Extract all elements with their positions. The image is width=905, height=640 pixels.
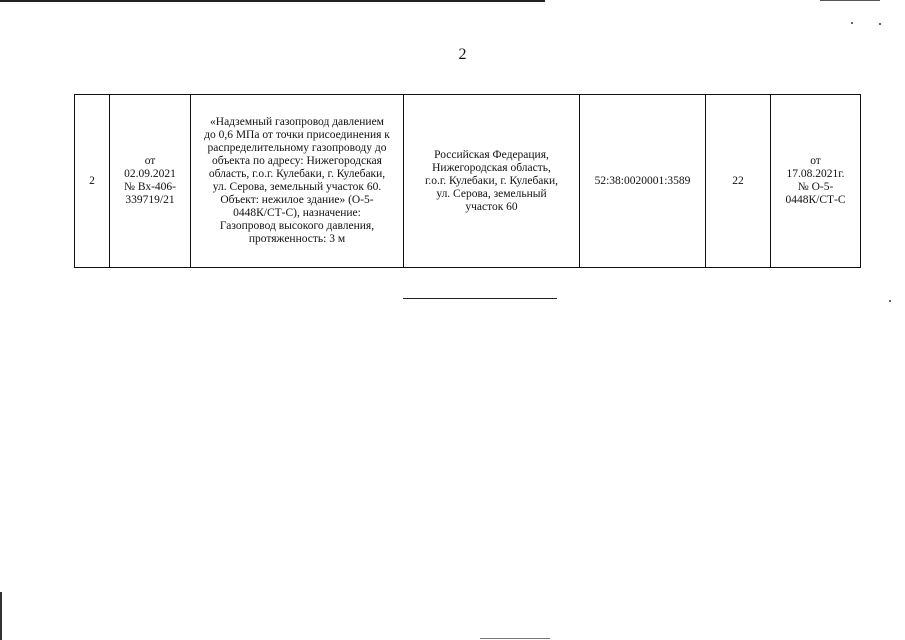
- row-number-cell: 2: [75, 95, 110, 268]
- object-line: Объект: нежилое здание» (О-5-: [220, 194, 374, 206]
- address-line: Нижегородская область,: [432, 161, 551, 174]
- address-line: ул. Серова, земельный: [436, 187, 547, 200]
- object-line: ул. Серова, земельный участок 60.: [212, 181, 382, 193]
- object-line: Газопровод высокого давления,: [219, 220, 375, 232]
- scan-speck: [851, 22, 853, 24]
- object-line: 0448К/СТ-С), назначение:: [233, 207, 361, 219]
- decision-line: от: [810, 155, 821, 167]
- cadastral-number-cell: 52:38:0020001:3589: [580, 95, 706, 268]
- count-cell: 22: [706, 95, 771, 268]
- decision-line: № О-5-: [797, 181, 834, 193]
- scan-top-rule: [0, 0, 545, 2]
- address-line: г.о.г. Кулебаки, г. Кулебаки,: [424, 174, 559, 187]
- table-row: [75, 95, 861, 268]
- scan-top-rule-right: [820, 0, 880, 1]
- request-line: № Вх-406-: [123, 181, 177, 193]
- decision-line: 17.08.2021г.: [786, 168, 845, 180]
- decision-line: 0448К/СТ-С: [785, 194, 846, 206]
- scan-bottom-rule: [480, 638, 550, 639]
- scan-speck: [879, 23, 881, 25]
- object-description-cell: [191, 95, 404, 268]
- object-line: до 0,6 МПа от точки присоединения к: [204, 129, 390, 141]
- scan-left-edge: [0, 592, 2, 640]
- object-line: «Надземный газопровод давлением: [210, 116, 384, 128]
- address-line: участок 60: [465, 200, 518, 213]
- request-line: от: [144, 155, 156, 167]
- scan-speck: [889, 300, 891, 302]
- request-date-cell: [110, 95, 191, 268]
- end-of-document-rule: [403, 298, 557, 299]
- object-line: распределительному газопроводу до: [207, 142, 387, 154]
- registry-table: [74, 94, 861, 268]
- address-line: Российская Федерация,: [434, 148, 549, 161]
- request-line: 339719/21: [125, 194, 175, 206]
- page-number: 2: [458, 46, 467, 63]
- object-line: протяженность: 3 м: [248, 233, 346, 245]
- request-line: 02.09.2021: [124, 168, 176, 180]
- object-line: область, г.о.г. Кулебаки, г. Кулебаки,: [208, 168, 386, 180]
- object-line: объекта по адресу: Нижегородская: [212, 155, 382, 167]
- address-cell: [404, 95, 580, 268]
- decision-cell: [771, 95, 861, 268]
